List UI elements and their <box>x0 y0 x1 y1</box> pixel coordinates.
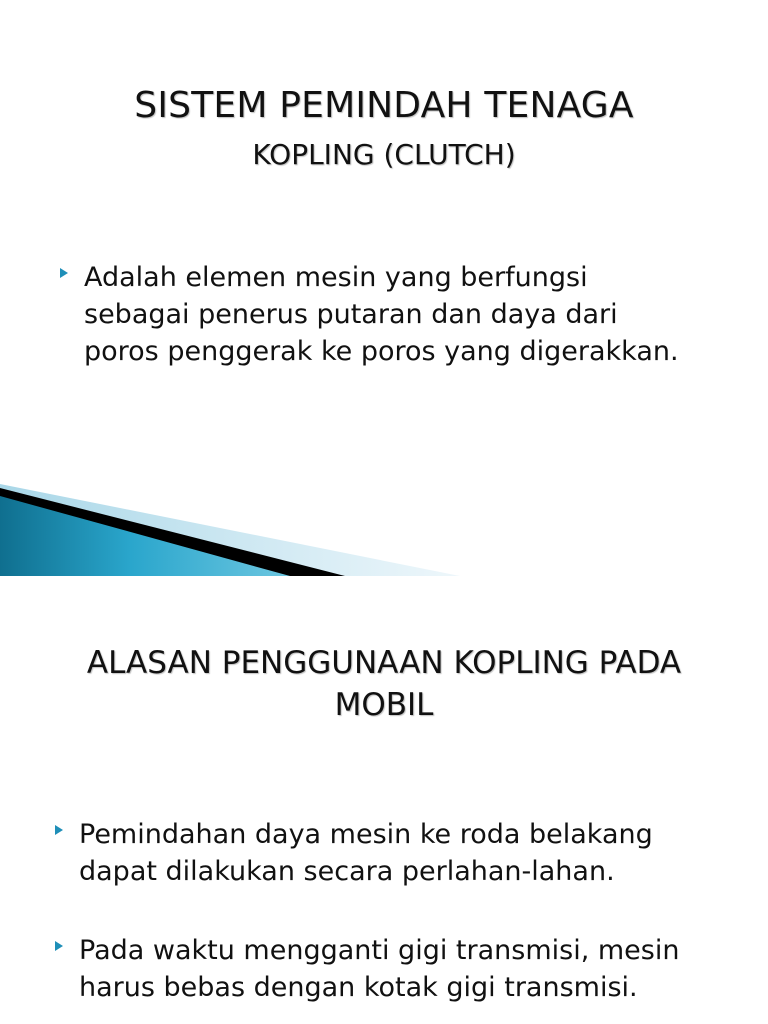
slide-1-bullet-list <box>60 259 750 370</box>
bullet-line: sebagai penerus putaran dan daya dari <box>84 299 618 330</box>
bullet-line: Pada waktu mengganti gigi transmisi, mesin <box>79 935 680 966</box>
bullet-item <box>55 816 755 890</box>
bullet-line: Adalah elemen mesin yang berfungsi <box>84 262 588 293</box>
slide-2-title-line: ALASAN PENGGUNAAN KOPLING PADA <box>86 645 682 681</box>
bullet-item <box>55 932 755 1006</box>
bullet-line: Pemindahan daya mesin ke roda belakang <box>79 819 653 850</box>
slide-2-bullet-list <box>55 816 755 890</box>
bullet-line: dapat dilakukan secara perlahan-lahan. <box>79 856 615 887</box>
slide-2-bullet-list <box>55 932 755 1006</box>
slide-1-subtitle: KOPLING (CLUTCH) <box>252 138 516 171</box>
triangle-bullet-icon <box>60 268 68 278</box>
bullet-item <box>60 259 750 370</box>
decorative-swoosh <box>0 484 460 576</box>
slide-1-title: SISTEM PEMINDAH TENAGA <box>134 85 634 126</box>
triangle-bullet-icon <box>55 825 63 835</box>
triangle-bullet-icon <box>55 941 63 951</box>
slide-2-title <box>20 642 748 726</box>
bullet-line: harus bebas dengan kotak gigi transmisi. <box>79 972 638 1003</box>
slide-2 <box>0 576 768 1024</box>
bullet-line: poros penggerak ke poros yang digerakkan. <box>84 336 679 367</box>
slide-2-title-line: MOBIL <box>334 687 434 723</box>
